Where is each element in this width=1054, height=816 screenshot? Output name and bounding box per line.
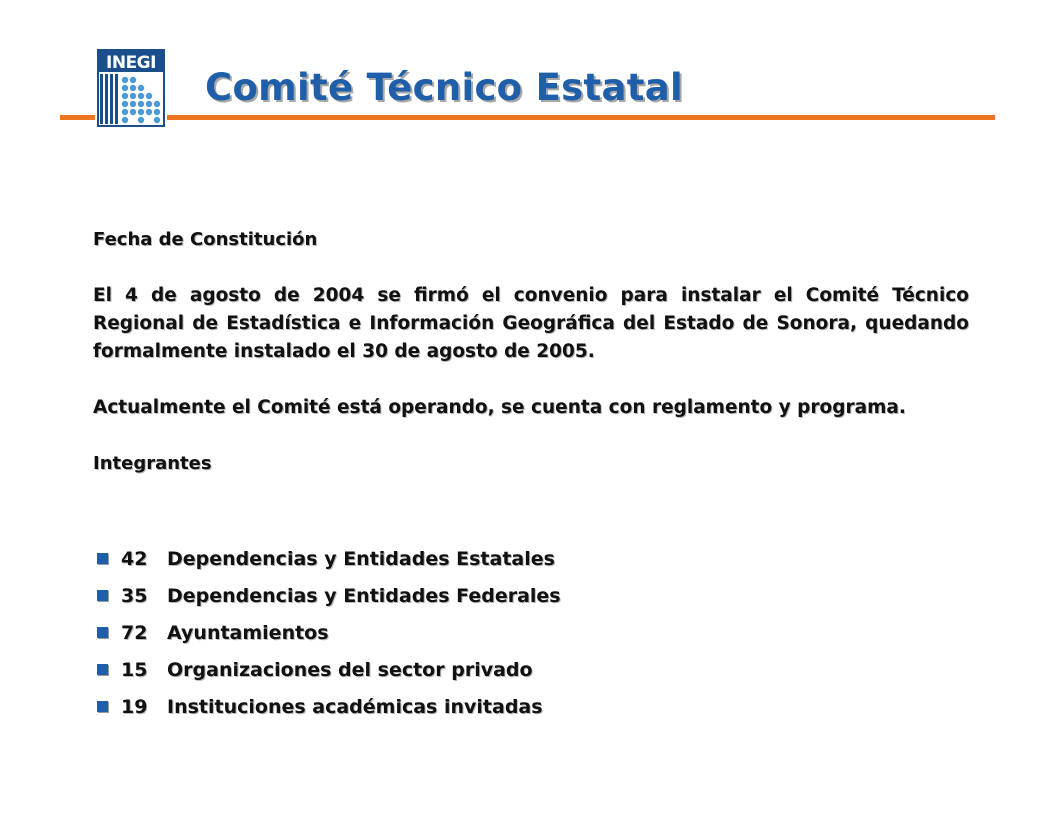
square-bullet-icon: [97, 701, 108, 712]
constitution-paragraph-2: Actualmente el Comité está operando, se cuenta con reglamento y programa.: [93, 397, 906, 418]
constitution-heading: Fecha de Constitución: [93, 229, 318, 250]
list-item: [97, 540, 561, 577]
member-count: 19: [121, 695, 148, 718]
main-content: [93, 226, 969, 478]
square-bullet-icon: [97, 590, 108, 601]
member-label: Ayuntamientos: [167, 621, 329, 644]
member-count: 72: [121, 621, 148, 644]
list-item: [97, 651, 561, 688]
members-heading: Integrantes: [93, 453, 212, 474]
member-label: Instituciones académicas invitadas: [167, 695, 543, 718]
square-bullet-icon: [97, 553, 108, 564]
list-item: [97, 577, 561, 614]
member-count: 15: [121, 658, 148, 681]
header-divider: [60, 115, 995, 120]
member-label: Dependencias y Entidades Estatales: [167, 547, 555, 570]
constitution-paragraph-1: El 4 de agosto de 2004 se firmó el convenio para instalar el Comité Técnico Regional de Estadística e Información Geográfica del Estado de Sonora, quedando formalmente instalado el 30 de agosto de 2005.: [93, 285, 969, 362]
page-title: Comité Técnico Estatal: [205, 66, 683, 109]
list-item: [97, 614, 561, 651]
member-label: Dependencias y Entidades Federales: [167, 584, 561, 607]
svg-text:INEGI: INEGI: [106, 53, 156, 73]
inegi-logo: [95, 48, 167, 128]
member-count: 42: [121, 547, 148, 570]
list-item: [97, 688, 561, 725]
member-count: 35: [121, 584, 148, 607]
square-bullet-icon: [97, 664, 108, 675]
member-label: Organizaciones del sector privado: [167, 658, 533, 681]
square-bullet-icon: [97, 627, 108, 638]
members-list: [97, 540, 561, 725]
